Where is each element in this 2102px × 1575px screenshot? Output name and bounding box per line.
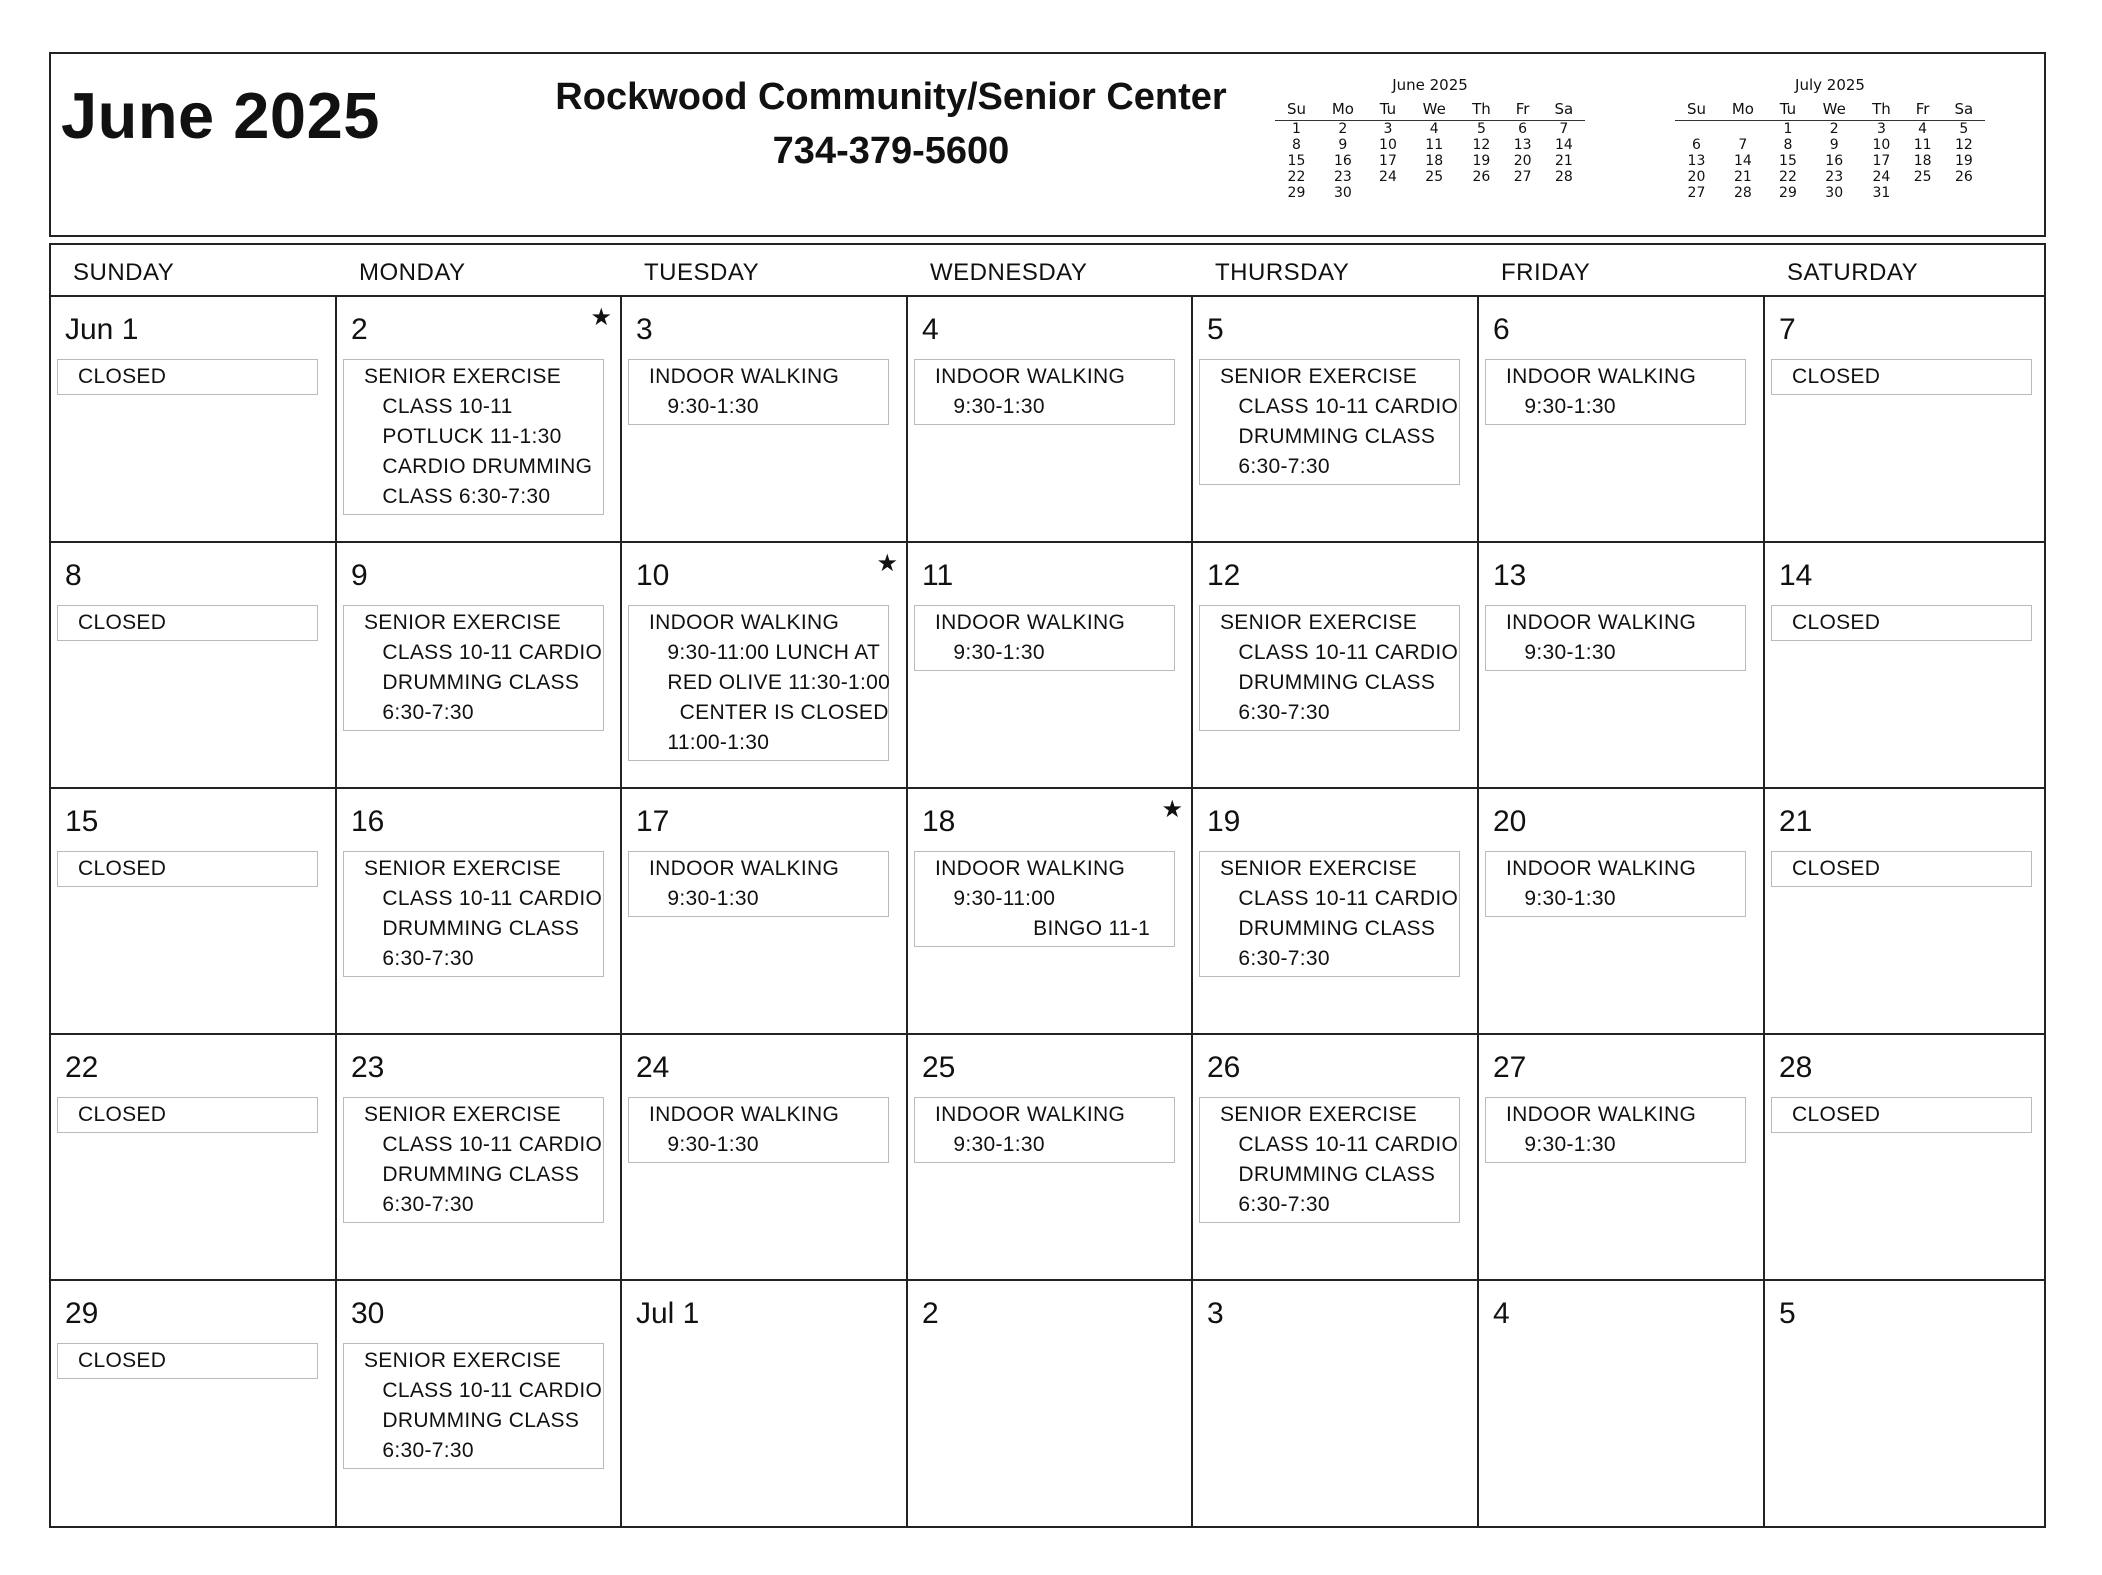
mini-calendar-day: 19 bbox=[1472, 153, 1491, 169]
mini-calendar-weekday-row bbox=[1275, 100, 1585, 121]
mini-calendar-weekday: Th bbox=[1460, 100, 1502, 121]
day-number: 7 bbox=[1779, 313, 1796, 346]
mini-calendar-day: 10 bbox=[1872, 137, 1891, 153]
event-entry: INDOOR WALKING 9:30-1:30 bbox=[628, 851, 889, 917]
mini-calendar-week bbox=[1275, 153, 1585, 169]
mini-calendar-day: 25 bbox=[1913, 169, 1932, 185]
mini-calendar-weekday: Su bbox=[1275, 100, 1318, 121]
day-number: 3 bbox=[1207, 1297, 1224, 1330]
mini-calendar-day: 5 bbox=[1476, 121, 1486, 137]
mini-calendar-day: 19 bbox=[1954, 153, 1973, 169]
day-cell[interactable] bbox=[337, 1035, 622, 1281]
mini-calendar-day: 14 bbox=[1733, 153, 1752, 169]
event-entry: SENIOR EXERCISE CLASS 10-11 CARDIO DRUMMING CLASS 6:30-7:30 bbox=[1199, 605, 1460, 731]
mini-calendar-day: 21 bbox=[1733, 169, 1752, 185]
day-cell[interactable] bbox=[1479, 1281, 1765, 1526]
day-number: 13 bbox=[1493, 559, 1527, 592]
calendar-grid bbox=[49, 243, 2046, 1528]
day-number: 4 bbox=[922, 313, 939, 346]
weekday-label-friday: FRIDAY bbox=[1501, 259, 1591, 286]
weekday-label-sunday: SUNDAY bbox=[73, 259, 175, 286]
mini-calendar-day: 31 bbox=[1872, 185, 1891, 201]
mini-calendar-day: 8 bbox=[1292, 137, 1301, 153]
mini-calendar-day: 8 bbox=[1783, 137, 1793, 153]
day-cell[interactable] bbox=[1479, 1035, 1765, 1281]
mini-calendar-week bbox=[1675, 121, 1985, 138]
day-cell[interactable] bbox=[622, 297, 908, 543]
mini-calendar-day: 17 bbox=[1872, 153, 1891, 169]
day-number: 6 bbox=[1493, 313, 1510, 346]
day-number: 11 bbox=[922, 559, 954, 592]
calendar-header bbox=[49, 52, 2046, 237]
mini-calendar-week bbox=[1675, 169, 1985, 185]
mini-calendar-day: 3 bbox=[1876, 121, 1886, 137]
event-entry: INDOOR WALKING 9:30-1:30 bbox=[628, 1097, 889, 1163]
day-number: 2 bbox=[922, 1297, 939, 1330]
mini-calendar-day: 20 bbox=[1513, 153, 1532, 169]
mini-calendar-day: 3 bbox=[1383, 121, 1393, 137]
mini-calendar-day bbox=[1718, 121, 1768, 138]
day-number: 23 bbox=[351, 1051, 385, 1084]
day-number: 28 bbox=[1779, 1051, 1813, 1084]
mini-calendar-day: 22 bbox=[1779, 169, 1797, 185]
star-icon: ★ bbox=[1161, 796, 1183, 823]
day-cell[interactable] bbox=[51, 1035, 337, 1281]
mini-calendar-day: 7 bbox=[1738, 137, 1748, 153]
mini-calendar-day: 11 bbox=[1913, 137, 1932, 153]
event-entry: INDOOR WALKING 9:30-1:30 bbox=[1485, 851, 1746, 917]
event-entry: INDOOR WALKING 9:30-1:30 bbox=[914, 1097, 1175, 1163]
mini-calendar-day: 17 bbox=[1379, 153, 1397, 169]
mini-calendar-weekday: Su bbox=[1675, 100, 1718, 121]
mini-calendar-weekday: We bbox=[1408, 100, 1460, 121]
mini-calendar-day: 12 bbox=[1472, 137, 1491, 153]
event-entry: SENIOR EXERCISE CLASS 10-11 CARDIO DRUMMING CLASS 6:30-7:30 bbox=[343, 1343, 604, 1469]
mini-calendar-day bbox=[1460, 185, 1502, 201]
day-number: 15 bbox=[65, 805, 99, 838]
mini-calendar-day bbox=[1503, 185, 1543, 201]
closed-notice: CLOSED bbox=[57, 1097, 318, 1133]
day-cell[interactable] bbox=[51, 297, 337, 543]
mini-calendar-weekday: We bbox=[1808, 100, 1860, 121]
day-number: 17 bbox=[636, 805, 670, 838]
closed-notice: CLOSED bbox=[1771, 851, 2032, 887]
day-number: 21 bbox=[1779, 805, 1813, 838]
mini-calendar-day bbox=[1903, 185, 1943, 201]
day-number: 5 bbox=[1779, 1297, 1796, 1330]
day-number: 2 bbox=[351, 313, 368, 346]
weekday-label-saturday: SATURDAY bbox=[1787, 259, 1919, 286]
day-cell[interactable] bbox=[1479, 543, 1765, 789]
mini-calendar-day bbox=[1943, 185, 1985, 201]
mini-calendar-day: 29 bbox=[1779, 185, 1797, 201]
weekday-label-wednesday: WEDNESDAY bbox=[930, 259, 1088, 286]
day-number: 12 bbox=[1207, 559, 1241, 592]
event-entry: INDOOR WALKING 9:30-1:30 bbox=[914, 605, 1175, 671]
mini-calendar-day: 30 bbox=[1825, 185, 1844, 201]
event-entry: SENIOR EXERCISE CLASS 10-11 POTLUCK 11-1:30 CARDIO DRUMMING CLASS 6:30-7:30 bbox=[343, 359, 604, 515]
day-cell[interactable] bbox=[908, 297, 1193, 543]
mini-calendar-week bbox=[1275, 185, 1585, 201]
mini-calendar-weekday: Th bbox=[1860, 100, 1902, 121]
star-icon: ★ bbox=[590, 304, 612, 331]
mini-calendar-day: 13 bbox=[1513, 137, 1532, 153]
closed-notice: CLOSED bbox=[57, 359, 318, 395]
day-number: 19 bbox=[1207, 805, 1241, 838]
mini-calendar-day: 9 bbox=[1338, 137, 1348, 153]
day-number: Jun 1 bbox=[65, 313, 139, 346]
mini-calendar-day: 6 bbox=[1692, 137, 1701, 153]
day-number: 4 bbox=[1493, 1297, 1510, 1330]
mini-calendar-weekday: Fr bbox=[1903, 100, 1943, 121]
mini-calendar-day: 2 bbox=[1338, 121, 1348, 137]
mini-calendar-day: 24 bbox=[1872, 169, 1891, 185]
day-cell[interactable] bbox=[1765, 297, 2044, 543]
day-cell[interactable] bbox=[1765, 789, 2044, 1035]
mini-calendar-day: 14 bbox=[1554, 137, 1573, 153]
day-cell[interactable] bbox=[908, 1281, 1193, 1526]
day-cell[interactable] bbox=[1479, 789, 1765, 1035]
mini-calendar-day: 27 bbox=[1513, 169, 1532, 185]
mini-calendar-day: 29 bbox=[1287, 185, 1306, 201]
mini-calendar-day: 26 bbox=[1954, 169, 1973, 185]
mini-calendar-day: 1 bbox=[1783, 121, 1793, 137]
month-title: June 2025 bbox=[61, 79, 380, 152]
mini-calendar-day: 2 bbox=[1829, 121, 1839, 137]
event-entry: INDOOR WALKING 9:30-1:30 bbox=[1485, 605, 1746, 671]
day-number: 14 bbox=[1779, 559, 1813, 592]
day-cell[interactable] bbox=[622, 543, 908, 789]
mini-calendar-day: 5 bbox=[1959, 121, 1969, 137]
mini-calendar-day: 22 bbox=[1287, 169, 1306, 185]
day-number: Jul 1 bbox=[636, 1297, 700, 1330]
mini-calendar-day: 23 bbox=[1825, 169, 1844, 185]
mini-calendar-week bbox=[1675, 153, 1985, 169]
event-entry: SENIOR EXERCISE CLASS 10-11 CARDIO DRUMMING CLASS 6:30-7:30 bbox=[343, 851, 604, 977]
mini-calendar-weekday: Tu bbox=[1368, 100, 1408, 121]
event-entry: SENIOR EXERCISE CLASS 10-11 CARDIO DRUMMING CLASS 6:30-7:30 bbox=[343, 605, 604, 731]
mini-calendar-day: 10 bbox=[1379, 137, 1397, 153]
mini-calendar-weekday: Mo bbox=[1718, 100, 1768, 121]
event-entry: INDOOR WALKING 9:30-11:00 LUNCH AT RED OLIVE 11:30-1:00 CENTER IS CLOSED 11:00-1:30 bbox=[628, 605, 889, 761]
event-entry: SENIOR EXERCISE CLASS 10-11 CARDIO DRUMMING CLASS 6:30-7:30 bbox=[1199, 1097, 1460, 1223]
day-cell[interactable] bbox=[908, 1035, 1193, 1281]
mini-calendar-week bbox=[1675, 137, 1985, 153]
mini-calendar-weekday: Fr bbox=[1503, 100, 1543, 121]
mini-calendar-week bbox=[1275, 137, 1585, 153]
mini-calendar-day: 28 bbox=[1554, 169, 1573, 185]
day-number: 20 bbox=[1493, 805, 1527, 838]
mini-calendar-day: 30 bbox=[1333, 185, 1352, 201]
mini-calendar-weekday: Sa bbox=[1943, 100, 1985, 121]
day-number: 10 bbox=[636, 559, 670, 592]
mini-calendar-day: 13 bbox=[1687, 153, 1706, 169]
mini-calendar-day bbox=[1368, 185, 1408, 201]
mini-calendar-day: 15 bbox=[1287, 153, 1306, 169]
day-number: 25 bbox=[922, 1051, 956, 1084]
mini-calendar-day: 21 bbox=[1554, 153, 1573, 169]
day-number: 5 bbox=[1207, 313, 1224, 346]
day-number: 27 bbox=[1493, 1051, 1527, 1084]
mini-calendar-day bbox=[1543, 185, 1585, 201]
event-entry: INDOOR WALKING 9:30-1:30 bbox=[1485, 1097, 1746, 1163]
mini-calendar-day: 18 bbox=[1913, 153, 1932, 169]
day-number: 8 bbox=[65, 559, 82, 592]
mini-calendar-day: 4 bbox=[1918, 121, 1928, 137]
closed-notice: CLOSED bbox=[57, 605, 318, 641]
closed-notice: CLOSED bbox=[57, 851, 318, 887]
mini-calendar-table bbox=[1675, 100, 1985, 201]
mini-calendar-day: 26 bbox=[1472, 169, 1491, 185]
day-cell[interactable] bbox=[908, 789, 1193, 1035]
mini-calendar-weekday-row bbox=[1675, 100, 1985, 121]
day-cell[interactable] bbox=[908, 543, 1193, 789]
day-cell[interactable] bbox=[1193, 1281, 1479, 1526]
mini-calendar-week bbox=[1275, 121, 1585, 138]
day-cell[interactable] bbox=[337, 1281, 622, 1526]
day-cell[interactable] bbox=[337, 789, 622, 1035]
day-cell[interactable] bbox=[1479, 297, 1765, 543]
day-number: 16 bbox=[351, 805, 385, 838]
mini-calendar-week bbox=[1275, 169, 1585, 185]
closed-notice: CLOSED bbox=[1771, 359, 2032, 395]
mini-calendar-table bbox=[1275, 100, 1585, 201]
weekday-label-tuesday: TUESDAY bbox=[644, 259, 760, 286]
mini-calendar-day: 7 bbox=[1559, 121, 1569, 137]
mini-calendar-day: 16 bbox=[1825, 153, 1844, 169]
day-cell[interactable] bbox=[622, 789, 908, 1035]
mini-calendar-day: 18 bbox=[1425, 153, 1444, 169]
weekday-label-thursday: THURSDAY bbox=[1215, 259, 1350, 286]
mini-calendar-day bbox=[1408, 185, 1460, 201]
day-cell[interactable] bbox=[1193, 789, 1479, 1035]
closed-notice: CLOSED bbox=[57, 1343, 318, 1379]
weekday-label-monday: MONDAY bbox=[359, 259, 466, 286]
day-number: 29 bbox=[65, 1297, 99, 1330]
mini-calendar-day: 6 bbox=[1518, 121, 1528, 137]
day-cell[interactable] bbox=[622, 1035, 908, 1281]
mini-calendar-day: 4 bbox=[1429, 121, 1439, 137]
mini-calendar-day: 23 bbox=[1333, 169, 1352, 185]
event-entry: SENIOR EXERCISE CLASS 10-11 CARDIO DRUMMING CLASS 6:30-7:30 bbox=[1199, 851, 1460, 977]
day-number: 26 bbox=[1207, 1051, 1241, 1084]
mini-calendar-title: July 2025 bbox=[1795, 76, 1865, 94]
mini-calendar-day: 12 bbox=[1954, 137, 1973, 153]
mini-calendar-day: 9 bbox=[1829, 137, 1839, 153]
day-number: 30 bbox=[351, 1297, 385, 1330]
mini-calendar-day bbox=[1675, 121, 1718, 138]
day-cell[interactable] bbox=[1765, 1035, 2044, 1281]
center-name: Rockwood Community/Senior Center bbox=[555, 76, 1227, 118]
day-cell[interactable] bbox=[622, 1281, 908, 1526]
event-entry: SENIOR EXERCISE CLASS 10-11 CARDIO DRUMMING CLASS 6:30-7:30 bbox=[343, 1097, 604, 1223]
day-cell[interactable] bbox=[1193, 297, 1479, 543]
mini-calendar-weekday: Mo bbox=[1318, 100, 1368, 121]
mini-calendar-weekday: Tu bbox=[1768, 100, 1808, 121]
day-number: 22 bbox=[65, 1051, 99, 1084]
event-entry: SENIOR EXERCISE CLASS 10-11 CARDIO DRUMMING CLASS 6:30-7:30 bbox=[1199, 359, 1460, 485]
day-cell[interactable] bbox=[337, 543, 622, 789]
weekday-header-row bbox=[51, 245, 2044, 297]
mini-calendar-day: 11 bbox=[1425, 137, 1444, 153]
mini-calendar-title: June 2025 bbox=[1392, 76, 1468, 94]
star-icon: ★ bbox=[876, 550, 898, 577]
event-entry: INDOOR WALKING 9:30-1:30 bbox=[914, 359, 1175, 425]
day-cell[interactable] bbox=[1193, 1035, 1479, 1281]
day-cell[interactable] bbox=[337, 297, 622, 543]
closed-notice: CLOSED bbox=[1771, 605, 2032, 641]
mini-calendar-july bbox=[1675, 76, 1985, 201]
mini-calendar-day: 20 bbox=[1687, 169, 1706, 185]
day-cell[interactable] bbox=[1193, 543, 1479, 789]
mini-calendar-day: 1 bbox=[1292, 121, 1301, 137]
day-cell[interactable] bbox=[51, 1281, 337, 1526]
mini-calendar-day: 16 bbox=[1333, 153, 1352, 169]
closed-notice: CLOSED bbox=[1771, 1097, 2032, 1133]
mini-calendar-day: 24 bbox=[1379, 169, 1397, 185]
event-entry: INDOOR WALKING 9:30-1:30 bbox=[628, 359, 889, 425]
mini-calendar-day: 27 bbox=[1687, 185, 1706, 201]
mini-calendar-june bbox=[1275, 76, 1585, 201]
day-cell[interactable] bbox=[1765, 1281, 2044, 1526]
center-phone: 734-379-5600 bbox=[772, 130, 1010, 172]
day-number: 9 bbox=[351, 559, 368, 592]
day-number: 24 bbox=[636, 1051, 670, 1084]
day-cell[interactable] bbox=[1765, 543, 2044, 789]
event-entry: INDOOR WALKING 9:30-11:00 BINGO 11-1 bbox=[914, 851, 1175, 947]
mini-calendar-day: 25 bbox=[1425, 169, 1444, 185]
day-number: 18 bbox=[922, 805, 956, 838]
mini-calendar-weekday: Sa bbox=[1543, 100, 1585, 121]
day-number: 3 bbox=[636, 313, 653, 346]
mini-calendar-week bbox=[1675, 185, 1985, 201]
event-entry: INDOOR WALKING 9:30-1:30 bbox=[1485, 359, 1746, 425]
day-cell[interactable] bbox=[51, 543, 337, 789]
mini-calendar-day: 28 bbox=[1733, 185, 1752, 201]
day-cell[interactable] bbox=[51, 789, 337, 1035]
mini-calendar-day: 15 bbox=[1779, 153, 1797, 169]
